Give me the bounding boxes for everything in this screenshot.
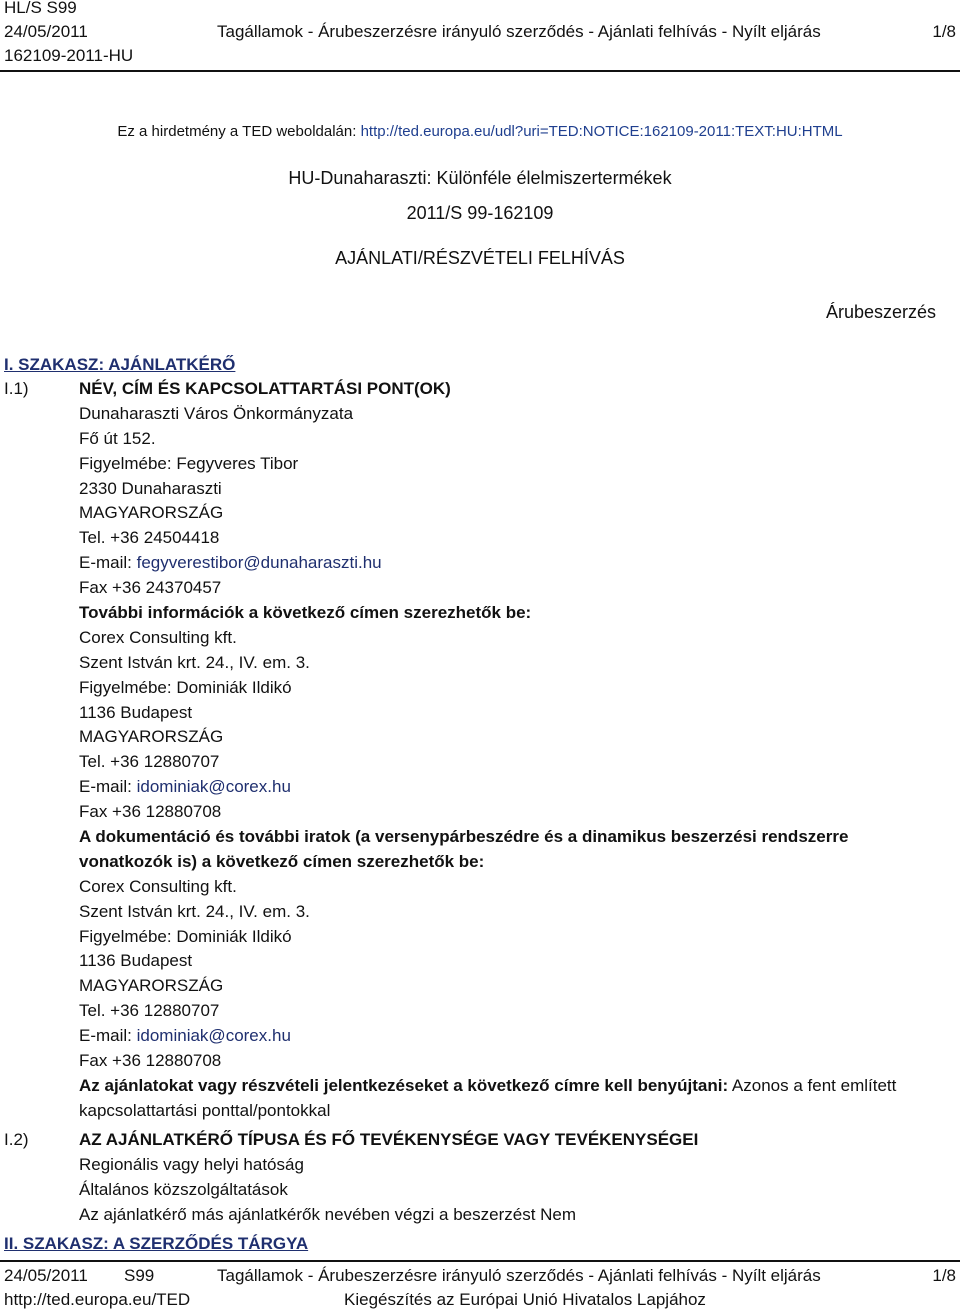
header-rule [0, 70, 960, 72]
contact3-email-row [79, 1024, 949, 1049]
section-1-1-title: NÉV, CÍM ÉS KAPCSOLATTARTÁSI PONT(OK) [79, 379, 451, 398]
further-info-heading: További információk a következő címen szerezhetők be: [79, 603, 532, 623]
contact1-email-link[interactable]: fegyverestibor@dunaharaszti.hu [136, 553, 382, 573]
contact3-tel: Tel. +36 12880707 [79, 1001, 220, 1021]
contact1-name: Dunaharaszti Város Önkormányzata [79, 403, 354, 423]
contact1-city: 2330 Dunaharaszti [79, 478, 222, 498]
section-1-2-number: I.2) [4, 1130, 29, 1149]
footer-date: 24/05/2011 [4, 1266, 88, 1285]
documents-heading-line1: A dokumentáció és további iratok (a versenypárbeszédre és a dinamikus beszerzési rendszerre [79, 827, 849, 847]
footer-publisher: Kiegészítés az Európai Unió Hivatalos Lapjához [344, 1290, 706, 1309]
header-page: 1/8 [932, 22, 956, 41]
documents-heading-line2: vonatkozók is) a következő címen szerezhetők be: [79, 851, 485, 871]
contact2-attention: Figyelmébe: Dominiák Ildikó [79, 677, 292, 697]
contact2-country: MAGYARORSZÁG [79, 727, 224, 747]
contact1-email-label: E-mail: [79, 553, 137, 573]
contact2-email-link[interactable]: idominiak@corex.hu [136, 777, 291, 797]
section-1-2-body [79, 1128, 698, 1228]
contact3-email-label: E-mail: [79, 1026, 137, 1046]
notice-number: 2011/S 99-162109 [406, 203, 554, 223]
section-2-title: II. SZAKASZ: A SZERZŐDÉS TÁRGYA [4, 1234, 309, 1253]
contact2-email-label: E-mail: [79, 777, 137, 797]
header-title: Tagállamok - Árubeszerzésre irányuló szerződés - Ajánlati felhívás - Nyílt eljárás [217, 22, 821, 41]
notice-subtype: Árubeszerzés [825, 302, 936, 322]
contact3-email-link[interactable]: idominiak@corex.hu [136, 1026, 291, 1046]
contact3-fax: Fax +36 12880708 [79, 1051, 222, 1071]
contact1-email-row [79, 551, 949, 576]
contact1-street: Fő út 152. [79, 428, 156, 448]
header-date: 24/05/2011 [4, 22, 88, 41]
ted-notice-link[interactable]: http://ted.europa.eu/udl?uri=TED:NOTICE:162109-2011:TEXT:HU:HTML [360, 123, 843, 140]
contact2-email-row [79, 775, 949, 800]
header-series: HL/S S99 [4, 0, 77, 17]
notice-type: AJÁNLATI/RÉSZVÉTELI FELHÍVÁS [335, 248, 625, 268]
contact3-street: Szent István krt. 24., IV. em. 3. [79, 901, 310, 921]
submission-value: Azonos a fent említett [728, 1075, 897, 1095]
footer-title: Tagállamok - Árubeszerzésre irányuló szerződés - Ajánlati felhívás - Nyílt eljárás [217, 1266, 821, 1285]
contact2-tel: Tel. +36 12880707 [79, 752, 220, 772]
submission-label: Az ajánlatokat vagy részvételi jelentkezéseket a következő címre kell benyújtani: [79, 1075, 729, 1095]
contact2-street: Szent István krt. 24., IV. em. 3. [79, 652, 310, 672]
contact1-country: MAGYARORSZÁG [79, 503, 224, 523]
contact2-city: 1136 Budapest [79, 702, 193, 722]
contact2-name: Corex Consulting kft. [79, 627, 237, 647]
footer-url[interactable]: http://ted.europa.eu/TED [4, 1290, 191, 1309]
notice-heading: HU-Dunaharaszti: Különféle élelmiszertermékek [288, 168, 672, 188]
contact3-city: 1136 Budapest [79, 951, 193, 971]
section-1-2-title: AZ AJÁNLATKÉRŐ TÍPUSA ÉS FŐ TEVÉKENYSÉGE VAGY TEVÉKENYSÉGEI [79, 1130, 699, 1149]
section-1-title: I. SZAKASZ: AJÁNLATKÉRŐ [4, 355, 236, 374]
footer-series: S99 [124, 1266, 155, 1285]
submission-row [79, 1074, 949, 1099]
submission-value-line2: kapcsolattartási ponttal/pontokkal [79, 1100, 331, 1120]
authority-type: Regionális vagy helyi hatóság [79, 1154, 304, 1174]
contact1-fax: Fax +36 24370457 [79, 578, 222, 598]
section-1-1-number: I.1) [4, 379, 29, 398]
footer-page: 1/8 [932, 1266, 956, 1285]
contact3-country: MAGYARORSZÁG [79, 976, 224, 996]
ted-web-notice-prefix: Ez a hirdetmény a TED weboldalán: [117, 123, 357, 140]
contact3-name: Corex Consulting kft. [79, 876, 237, 896]
contact2-fax: Fax +36 12880708 [79, 802, 222, 822]
section-1-1-body [79, 377, 949, 1124]
footer-rule [0, 1260, 960, 1262]
contact3-attention: Figyelmébe: Dominiák Ildikó [79, 926, 292, 946]
purchasing-on-behalf: Az ajánlatkérő más ajánlatkérők nevében végzi a beszerzést Nem [79, 1204, 577, 1224]
contact1-attention: Figyelmébe: Fegyveres Tibor [79, 453, 299, 473]
main-activity: Általános közszolgáltatások [79, 1179, 288, 1199]
ted-web-notice [0, 123, 960, 140]
header-notice-id: 162109-2011-HU [4, 46, 134, 65]
contact1-tel: Tel. +36 24504418 [79, 528, 220, 548]
